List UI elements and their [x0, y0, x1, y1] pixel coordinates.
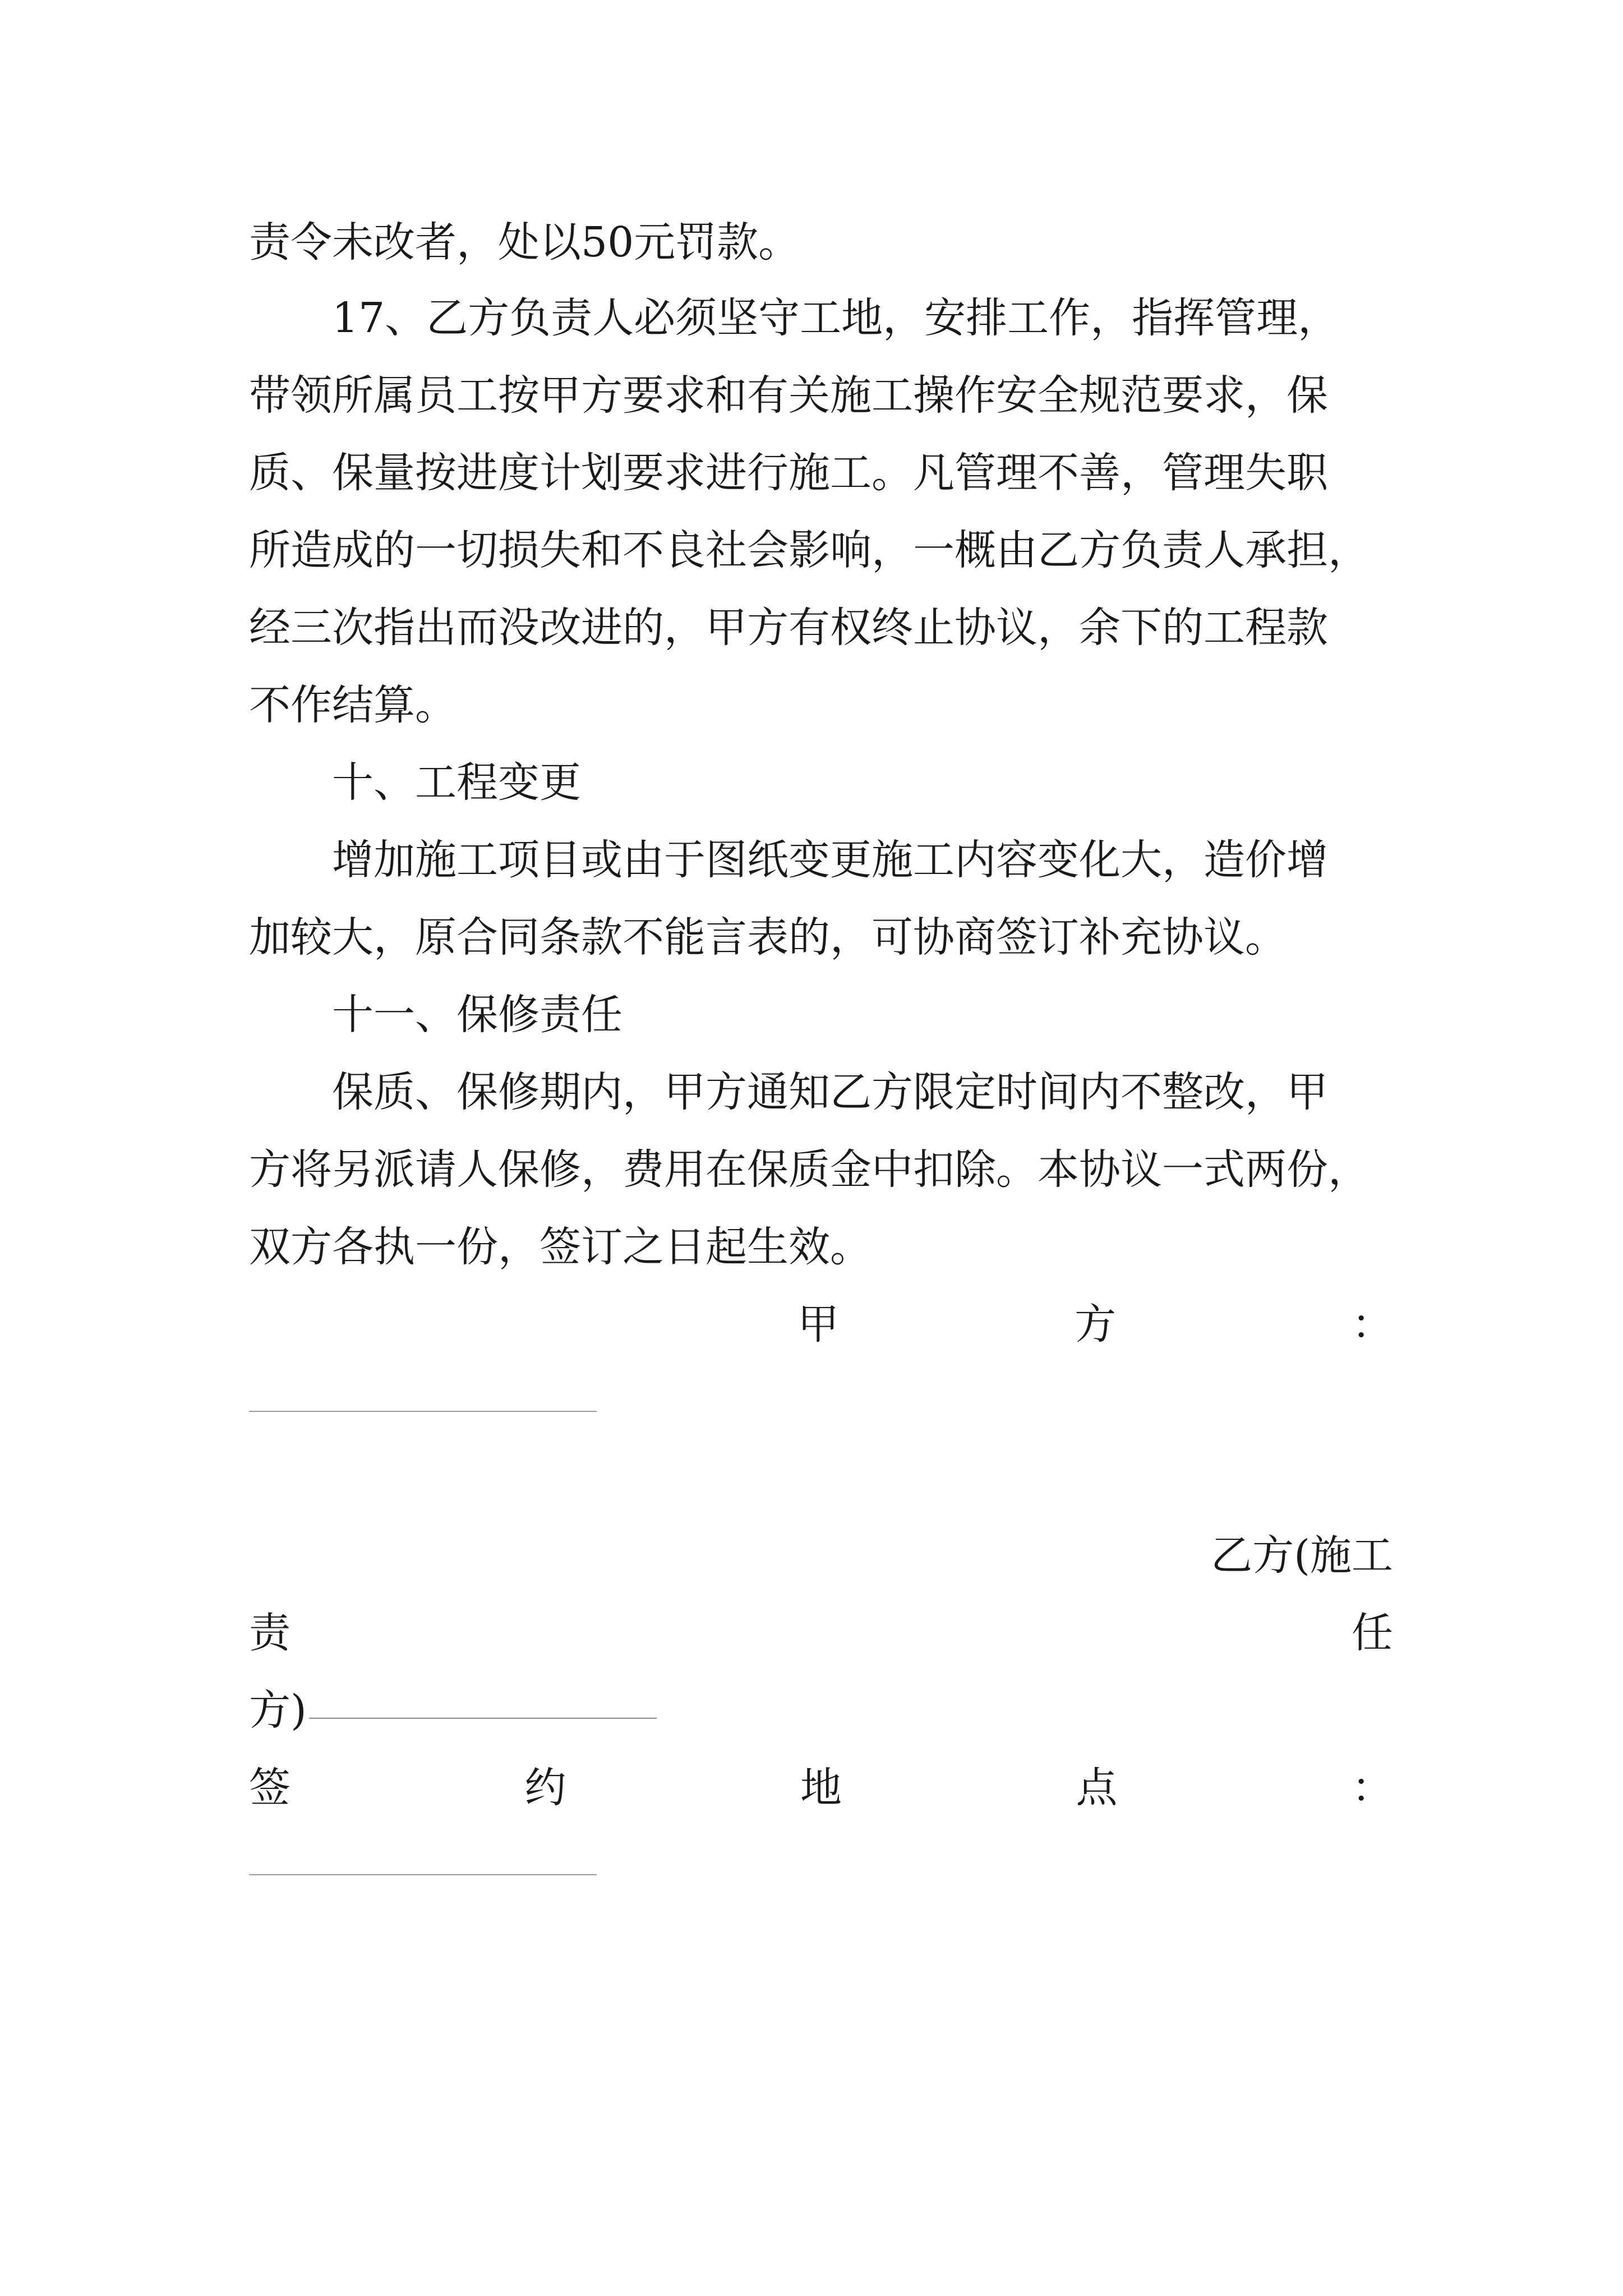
party-b-char: 责	[249, 1609, 291, 1657]
text-line: 双方各执一份，签订之日起生效。	[249, 1223, 872, 1271]
text-line: 经三次指出而没改进的，甲方有权终止协议，余下的工程款	[249, 604, 1328, 652]
party-a-char: ：	[1352, 1300, 1393, 1349]
party-a-char: 方	[1075, 1300, 1116, 1349]
text-line: 加较大，原合同条款不能言表的，可协商签订补充协议。	[249, 913, 1287, 961]
party-b-char: 任	[1352, 1609, 1393, 1657]
text-line: 责令未改者，处以50元罚款。	[249, 218, 800, 266]
signing-place-label	[249, 1760, 1393, 1816]
text-line: 增加施工项目或由于图纸变更施工内容变化大，造价增	[332, 836, 1328, 884]
party-a-signature-blank	[249, 1411, 597, 1412]
signing-place-char: ：	[1352, 1764, 1393, 1812]
party-b-line1: 乙方(施工	[1211, 1531, 1393, 1580]
party-a-char: 甲	[797, 1300, 839, 1349]
signing-place-char: 约	[524, 1764, 566, 1812]
party-a-label	[797, 1296, 1393, 1352]
signing-place-blank	[249, 1874, 597, 1875]
party-b-text: 方)	[249, 1686, 307, 1734]
text-line: 17、乙方负责人必须坚守工地，安排工作，指挥管理，	[332, 294, 1340, 342]
text-line: 质、保量按进度计划要求进行施工。凡管理不善，管理失职	[249, 449, 1328, 497]
text-line: 不作结算。	[249, 681, 457, 729]
signing-place-char: 地	[800, 1764, 842, 1812]
section-heading: 十、工程变更	[332, 758, 581, 807]
text-line: 所造成的一切损失和不良社会影响，一概由乙方负责人承担，	[249, 526, 1370, 574]
section-heading: 十一、保修责任	[332, 991, 623, 1039]
party-b-line2	[249, 1605, 1393, 1661]
text-line: 方将另派请人保修，费用在保质金中扣除。本协议一式两份，	[249, 1145, 1370, 1194]
text-line: 保质、保修期内，甲方通知乙方限定时间内不整改，甲	[332, 1068, 1328, 1116]
signing-place-char: 签	[249, 1764, 291, 1812]
signing-place-char: 点	[1076, 1764, 1118, 1812]
party-b-signature-blank	[309, 1718, 657, 1719]
text-line: 带领所属员工按甲方要求和有关施工操作安全规范要求，保	[249, 371, 1328, 420]
party-b-line3	[249, 1682, 1393, 1738]
